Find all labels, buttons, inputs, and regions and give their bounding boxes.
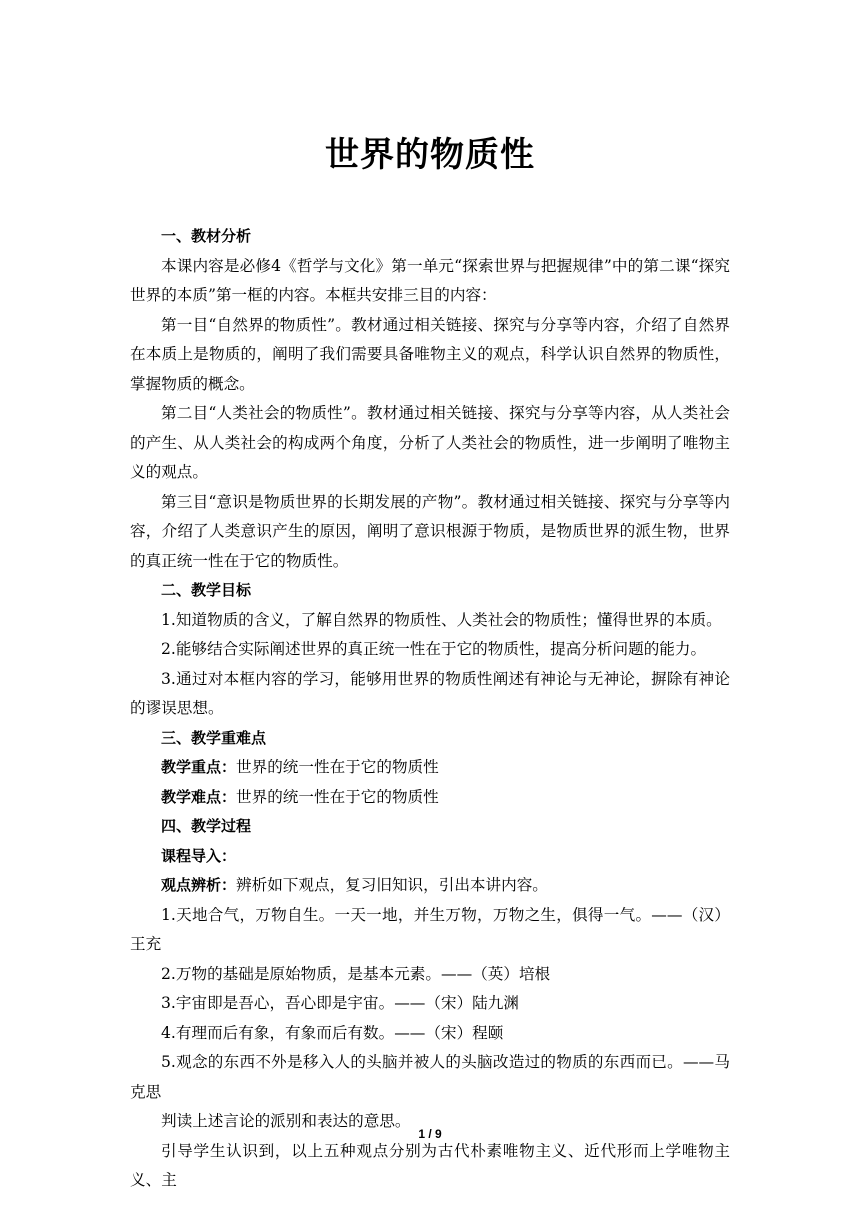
quote-item: 3.宇宙即是吾心，吾心即是宇宙。——（宋）陆九渊: [161, 994, 519, 1012]
objective-item: 2.能够结合实际阐述世界的真正统一性在于它的物质性，提高分析问题的能力。: [161, 640, 707, 658]
heading-text: 四、教学过程: [161, 817, 252, 835]
section-heading-teaching-objectives: [130, 576, 730, 606]
paragraph: 第二目“人类社会的物质性”。教材通过相关链接、探究与分享等内容，从人类社会的产生、从人类社会的构成两个角度，分析了人类社会的物质性，进一步阐明了唯物主义的观点。: [130, 404, 730, 481]
document-body: [130, 222, 730, 1196]
paragraph: 第三目“意识是物质世界的长期发展的产物”。教材通过相关链接、探究与分享等内容，介绍了人类意识产生的原因，阐明了意识根源于物质，是物质世界的派生物，世界的真正统一性在于它的物质性。: [130, 492, 730, 570]
difficult-point-text: 世界的统一性在于它的物质性: [236, 787, 439, 806]
key-point-text: 世界的统一性在于它的物质性: [236, 758, 439, 776]
course-intro-label: 课程导入：: [161, 846, 237, 865]
quote-item: 1.天地合气，万物自生。一天一地，并生万物，万物之生，俱得一气。——（汉）王充: [130, 905, 730, 953]
key-point-label: 教学重点：: [161, 758, 237, 776]
viewpoint-analysis-label: 观点辨析：: [161, 876, 237, 894]
paragraph: 引导学生认识到，以上五种观点分别为古代朴素唯物主义、近代形而上学唯物主义、主: [130, 1141, 730, 1189]
heading-text: 二、教学目标: [161, 581, 252, 599]
paragraph: 本课内容是必修4《哲学与文化》第一单元“探索世界与把握规律”中的第二课“探究世界的本质”第一框的内容。本框共安排三目的内容：: [130, 256, 730, 304]
section-heading-key-difficult-points: [130, 724, 730, 754]
objective-item: 1.知道物质的含义，了解自然界的物质性、人类社会的物质性；懂得世界的本质。: [161, 610, 722, 629]
quote-item: 2.万物的基础是原始物质，是基本元素。——（英）培根: [161, 964, 551, 983]
paragraph: 第一目“自然界的物质性”。教材通过相关链接、探究与分享等内容，介绍了自然界在本质上是物质的，阐明了我们需要具备唯物主义的观点，科学认识自然界的物质性，掌握物质的概念。: [130, 315, 730, 393]
page-number: 1 / 9: [418, 1127, 442, 1141]
difficult-point-line: [130, 783, 730, 813]
paragraph: 判读上述言论的派别和表达的意思。: [161, 1112, 411, 1130]
difficult-point-label: 教学难点：: [161, 787, 237, 806]
course-intro-line: [130, 842, 730, 872]
page-title: 世界的物质性: [325, 135, 535, 175]
key-point-line: [130, 753, 730, 783]
section-heading-teaching-process: [130, 812, 730, 842]
quote-item: 5.观念的东西不外是移入人的头脑并被人的头脑改造过的物质的东西而已。——马克思: [130, 1053, 730, 1101]
objective-item: 3.通过对本框内容的学习，能够用世界的物质性阐述有神论与无神论，摒除有神论的谬误思想。: [130, 669, 730, 717]
viewpoint-analysis-text: 辨析如下观点，复习旧知识，引出本讲内容。: [236, 876, 548, 894]
quote-item: 4.有理而后有象，有象而后有数。——（宋）程颐: [161, 1023, 504, 1042]
viewpoint-analysis-line: [130, 871, 730, 901]
heading-text: 三、教学重难点: [161, 728, 267, 747]
section-heading-textbook-analysis: [130, 222, 730, 252]
heading-text: 一、教材分析: [161, 227, 252, 245]
